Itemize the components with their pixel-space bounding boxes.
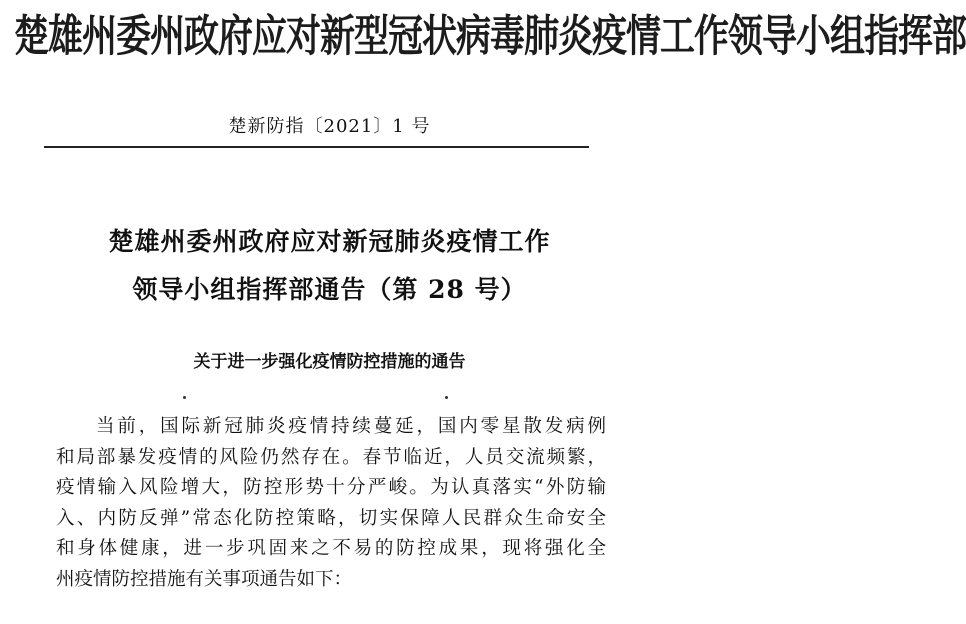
announcement-subtitle: 关于进一步强化疫情防控措施的通告 <box>193 352 466 372</box>
announcement-title-line-2: 领导小组指挥部通告（第 28 号） <box>132 275 527 304</box>
scan-speck <box>445 396 448 399</box>
body-line: 和身体健康，进一步巩固来之不易的防控成果，现将强化全 <box>56 538 606 559</box>
announcement-body <box>56 412 606 595</box>
scan-speck <box>183 396 186 399</box>
body-line: 和局部暴发疫情的风险仍然存在。春节临近，人员交流频繁， <box>56 446 606 468</box>
body-line: 当前，国际新冠肺炎疫情持续蔓延，国内零星散发病例 <box>96 416 606 437</box>
document-number: 楚新防指〔2021〕1 号 <box>228 116 431 137</box>
body-line: 入、内防反弹”常态化防控策略，切实保障人民群众生命安全 <box>56 507 606 529</box>
body-line: 州疫情防控措施有关事项通告如下： <box>56 568 353 590</box>
announcement-title-line-1: 楚雄州委州政府应对新冠肺炎疫情工作 <box>108 227 551 256</box>
header-divider <box>44 146 589 148</box>
issuing-authority-header: 楚雄州委州政府应对新型冠状病毒肺炎疫情工作领导小组指挥部 <box>14 10 966 62</box>
body-line: 疫情输入风险增大，防控形势十分严峻。为认真落实“外防输 <box>56 477 606 498</box>
